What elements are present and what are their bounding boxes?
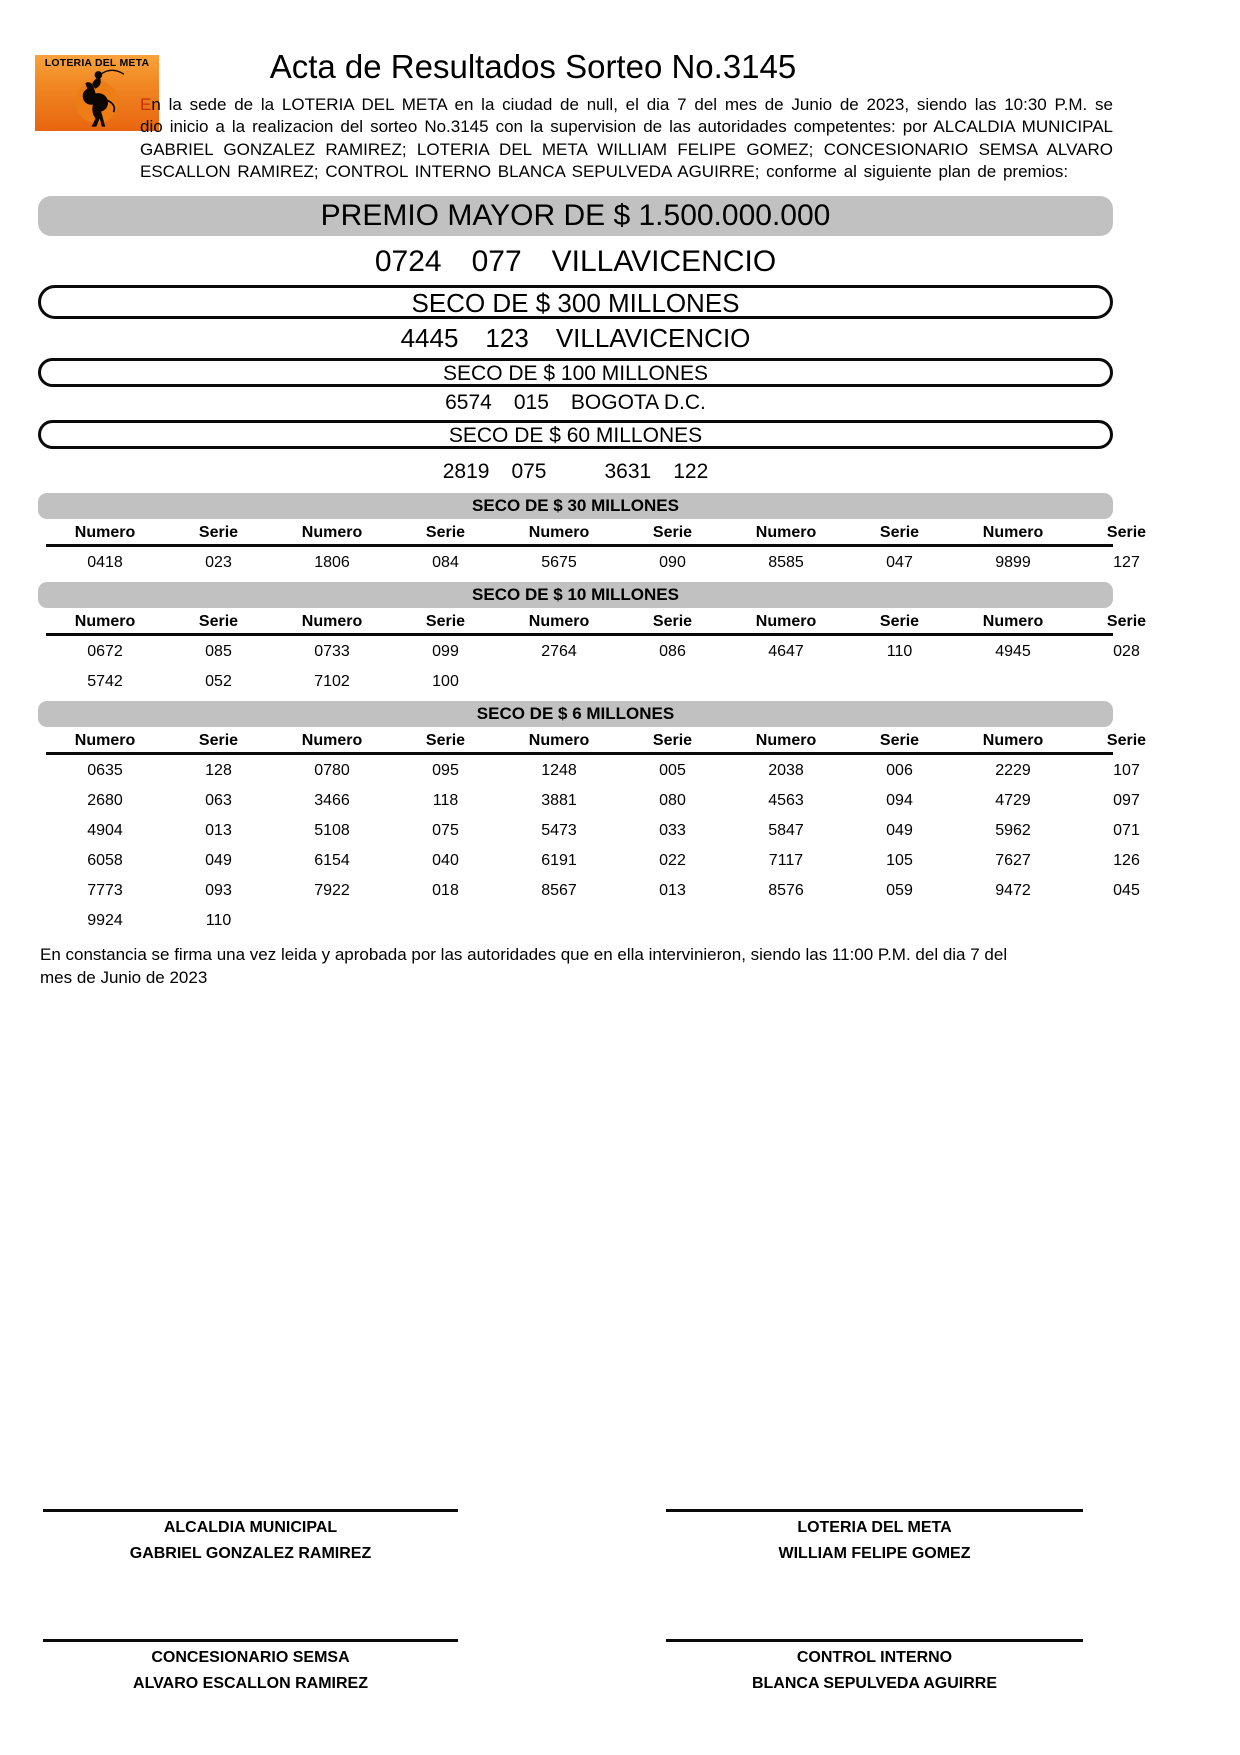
- serie-cell: 006: [886, 761, 913, 779]
- column-header: Serie: [425, 612, 466, 630]
- numero-cell: 7117: [768, 851, 804, 869]
- numero-cell: 7922: [314, 881, 350, 899]
- column-header: Numero: [755, 612, 817, 630]
- closing-paragraph: En constancia se firma una vez leida y aprobada por las autoridades que en ella intervinieron, siendo las 11:00 P.M. del dia 7 del mes de Junio de 2023: [40, 944, 1008, 987]
- seco-300-ciudad: VILLAVICENCIO: [555, 322, 751, 353]
- premio-mayor-banner: PREMIO MAYOR DE $ 1.500.000.000: [38, 196, 1113, 236]
- intro-paragraph: [140, 94, 1113, 184]
- seco-10-banner: SECO DE $ 10 MILLONES: [38, 582, 1113, 608]
- seco-300-serie: 123: [485, 322, 529, 353]
- signature-alcaldia: [43, 1509, 458, 1564]
- table-body: [46, 761, 1140, 930]
- column-header: Numero: [74, 612, 136, 630]
- numero-cell: 1248: [541, 761, 577, 779]
- numero-cell: 9899: [995, 553, 1031, 571]
- numero-cell: 8585: [768, 553, 804, 571]
- column-header: Serie: [1106, 523, 1147, 541]
- seco-30-table: [38, 493, 1147, 572]
- numero-cell: 5675: [541, 553, 577, 571]
- page-title: Acta de Resultados Sorteo No.3145: [269, 48, 797, 85]
- serie-cell: 127: [1113, 553, 1140, 571]
- table-header-row: [46, 523, 1147, 543]
- column-header: Numero: [301, 523, 363, 541]
- serie-cell: 023: [205, 553, 232, 571]
- header-underline: [46, 544, 1113, 547]
- logo-text: LOTERIA DEL META: [44, 57, 150, 69]
- signature-name: ALVARO ESCALLON RAMIREZ: [133, 1675, 368, 1692]
- numero-cell: 4729: [995, 791, 1031, 809]
- numero-cell: 6154: [314, 851, 350, 869]
- serie-cell: 040: [432, 851, 459, 869]
- seco-60-banner: SECO DE $ 60 MILLONES: [38, 420, 1113, 449]
- seco-60-serie-1: 075: [511, 459, 547, 483]
- serie-cell: 094: [886, 791, 913, 809]
- numero-cell: 9924: [87, 911, 123, 929]
- column-header: Serie: [879, 731, 920, 749]
- numero-cell: 2038: [768, 761, 804, 779]
- header-underline: [46, 752, 1113, 755]
- numero-cell: 0635: [87, 761, 123, 779]
- numero-cell: 7773: [87, 881, 123, 899]
- signature-line: [43, 1639, 458, 1642]
- numero-cell: 6191: [541, 851, 577, 869]
- serie-cell: 090: [659, 553, 686, 571]
- column-header: Serie: [652, 523, 693, 541]
- signature-control-interno: [666, 1639, 1083, 1694]
- serie-cell: 107: [1113, 761, 1140, 779]
- seco-100-banner: SECO DE $ 100 MILLONES: [38, 358, 1113, 387]
- numero-cell: 5742: [87, 672, 123, 690]
- serie-cell: 049: [886, 821, 913, 839]
- serie-cell: 097: [1113, 791, 1140, 809]
- column-header: Serie: [652, 731, 693, 749]
- column-header: Numero: [528, 612, 590, 630]
- serie-cell: 075: [432, 821, 459, 839]
- numero-cell: 0418: [87, 553, 123, 571]
- numero-cell: 2229: [995, 761, 1031, 779]
- signature-loteria: [666, 1509, 1083, 1564]
- seco-60-numero-2: 3631: [604, 459, 652, 483]
- serie-cell: 013: [205, 821, 232, 839]
- signature-line: [43, 1509, 458, 1512]
- signature-concesionario: [43, 1639, 458, 1694]
- horse-rider-icon: [53, 66, 141, 128]
- column-header: Serie: [879, 523, 920, 541]
- serie-cell: 071: [1113, 821, 1140, 839]
- numero-cell: 0733: [314, 642, 350, 660]
- premio-mayor-result: [38, 244, 1113, 280]
- serie-cell: 086: [659, 642, 686, 660]
- seco-100-numero: 6574: [445, 390, 492, 414]
- seco-300-banner: SECO DE $ 300 MILLONES: [38, 285, 1113, 319]
- signature-role: ALCALDIA MUNICIPAL: [163, 1519, 338, 1536]
- numero-cell: 2680: [87, 791, 123, 809]
- serie-cell: 099: [432, 642, 459, 660]
- premio-mayor-ciudad: VILLAVICENCIO: [551, 244, 777, 278]
- column-header: Serie: [198, 731, 239, 749]
- serie-cell: 059: [886, 881, 913, 899]
- serie-cell: 100: [432, 672, 459, 690]
- column-header: Numero: [755, 523, 817, 541]
- numero-cell: 4563: [768, 791, 804, 809]
- premio-mayor-numero: 0724: [374, 244, 442, 278]
- serie-cell: 047: [886, 553, 913, 571]
- serie-cell: 128: [205, 761, 232, 779]
- seco-100-ciudad: BOGOTA D.C.: [570, 390, 706, 414]
- signature-role: LOTERIA DEL META: [797, 1519, 952, 1536]
- numero-cell: 7102: [314, 672, 350, 690]
- column-header: Numero: [528, 731, 590, 749]
- table-body: [46, 642, 1140, 691]
- column-header: Numero: [301, 731, 363, 749]
- serie-cell: 084: [432, 553, 459, 571]
- serie-cell: 110: [205, 911, 232, 929]
- column-header: Serie: [879, 612, 920, 630]
- numero-cell: 5473: [541, 821, 577, 839]
- seco-30-banner: SECO DE $ 30 MILLONES: [38, 493, 1113, 519]
- signature-role: CONCESIONARIO SEMSA: [151, 1649, 350, 1666]
- numero-cell: 0780: [314, 761, 350, 779]
- signature-line: [666, 1509, 1083, 1512]
- signature-name: WILLIAM FELIPE GOMEZ: [778, 1545, 971, 1562]
- seco-100-serie: 015: [513, 390, 549, 414]
- serie-cell: 110: [886, 642, 913, 660]
- seco-6-table: [38, 701, 1147, 930]
- numero-cell: 0672: [87, 642, 123, 660]
- numero-cell: 8576: [768, 881, 804, 899]
- column-header: Serie: [1106, 612, 1147, 630]
- column-header: Serie: [425, 731, 466, 749]
- numero-cell: 5962: [995, 821, 1031, 839]
- serie-cell: 022: [659, 851, 686, 869]
- seco-300-numero: 4445: [400, 322, 459, 353]
- numero-cell: 2764: [541, 642, 577, 660]
- numero-cell: 7627: [995, 851, 1031, 869]
- seco-10-table: [38, 582, 1147, 691]
- signature-role: CONTROL INTERNO: [796, 1649, 953, 1666]
- column-header: Numero: [982, 523, 1044, 541]
- column-header: Numero: [301, 612, 363, 630]
- numero-cell: 3881: [541, 791, 577, 809]
- column-header: Numero: [982, 731, 1044, 749]
- numero-cell: 1806: [314, 553, 350, 571]
- column-header: Numero: [528, 523, 590, 541]
- seco-6-banner: SECO DE $ 6 MILLONES: [38, 701, 1113, 727]
- intro-initial-letter: E: [140, 95, 152, 114]
- column-header: Serie: [198, 523, 239, 541]
- table-header-row: [46, 612, 1147, 632]
- seco-60-result: [38, 458, 1113, 485]
- seco-100-result: [38, 389, 1113, 416]
- seco-300-result: [38, 322, 1113, 354]
- signature-line: [666, 1639, 1083, 1642]
- column-header: Numero: [74, 523, 136, 541]
- serie-cell: 105: [886, 851, 913, 869]
- serie-cell: 093: [205, 881, 232, 899]
- column-header: Numero: [755, 731, 817, 749]
- numero-cell: 5847: [768, 821, 804, 839]
- premio-mayor-serie: 077: [471, 244, 522, 278]
- numero-cell: 4945: [995, 642, 1031, 660]
- serie-cell: 126: [1113, 851, 1140, 869]
- column-header: Numero: [982, 612, 1044, 630]
- intro-text: n la sede de la LOTERIA DEL META en la ciudad de null, el dia 7 del mes de Junio de 2023, siendo las 10:30 P.M. se dio inicio a la realizacion del sorteo No.3145 con la supervision de las autoridades competentes: por ALCALDIA MUNICIPAL GABRIEL GONZALEZ RAMIREZ; LOTERIA DEL META WILLIAM FELIPE GOMEZ; CONCESIONARIO SEMSA ALVARO ESCALLON RAMIREZ; CONTROL INTERNO BLANCA SEPULVEDA AGUIRRE; conforme al siguiente plan de premios:: [140, 95, 1113, 182]
- table-body: [46, 553, 1140, 572]
- table-header-row: [46, 731, 1147, 751]
- serie-cell: 085: [205, 642, 232, 660]
- document-content: [38, 0, 1147, 989]
- serie-cell: 045: [1113, 881, 1140, 899]
- serie-cell: 049: [205, 851, 232, 869]
- numero-cell: 9472: [995, 881, 1031, 899]
- numero-cell: 3466: [314, 791, 350, 809]
- seco-60-numero-1: 2819: [442, 459, 490, 483]
- serie-cell: 063: [205, 791, 232, 809]
- numero-cell: 4647: [768, 642, 804, 660]
- serie-cell: 005: [659, 761, 686, 779]
- serie-cell: 052: [205, 672, 232, 690]
- serie-cell: 033: [659, 821, 686, 839]
- column-header: Numero: [74, 731, 136, 749]
- numero-cell: 4904: [87, 821, 123, 839]
- signature-name: GABRIEL GONZALEZ RAMIREZ: [129, 1545, 372, 1562]
- serie-cell: 080: [659, 791, 686, 809]
- serie-cell: 018: [432, 881, 459, 899]
- numero-cell: 6058: [87, 851, 123, 869]
- serie-cell: 118: [432, 791, 459, 809]
- serie-cell: 013: [659, 881, 686, 899]
- column-header: Serie: [652, 612, 693, 630]
- signature-name: BLANCA SEPULVEDA AGUIRRE: [751, 1675, 998, 1692]
- seco-60-serie-2: 122: [673, 459, 709, 483]
- column-header: Serie: [425, 523, 466, 541]
- numero-cell: 8567: [541, 881, 577, 899]
- column-header: Serie: [198, 612, 239, 630]
- serie-cell: 028: [1113, 642, 1140, 660]
- serie-cell: 095: [432, 761, 459, 779]
- column-header: Serie: [1106, 731, 1147, 749]
- header-underline: [46, 633, 1113, 636]
- numero-cell: 5108: [314, 821, 350, 839]
